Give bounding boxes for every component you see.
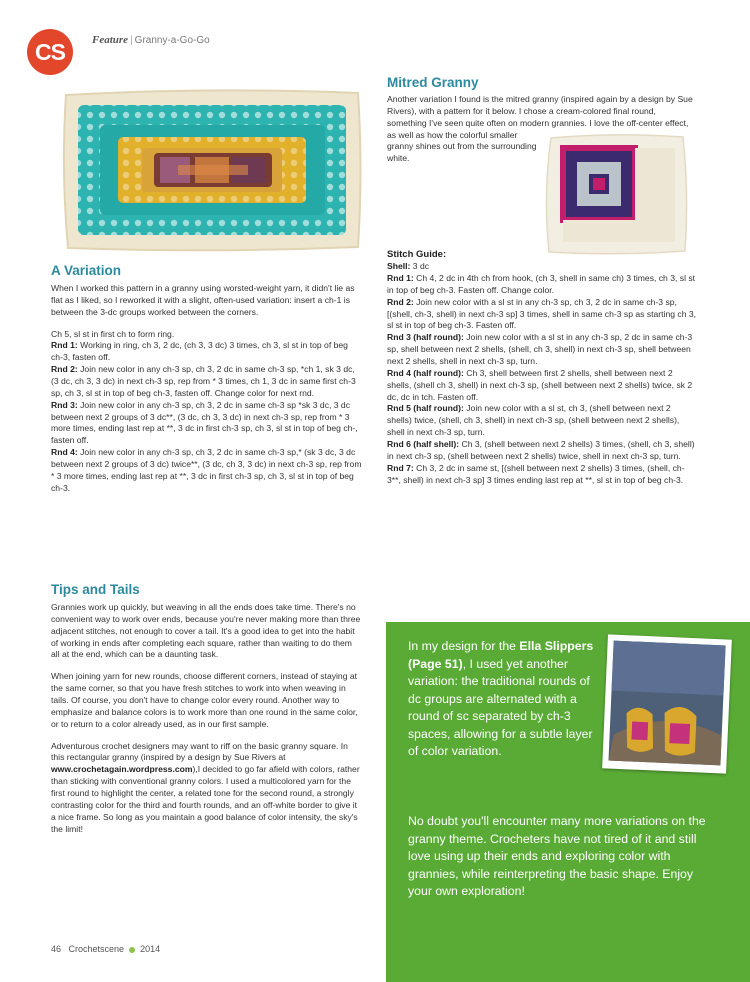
tips-body	[51, 602, 362, 845]
variation-heading: A Variation	[51, 263, 122, 278]
mitred-rnd7: Rnd 7: Ch 3, 2 dc in same st, [(shell between next 2 shells) 3 times, (shell, ch-3**, shell) in next ch-3 sp] 3 times ending last rep at **, sl st in top of beg ch-3.	[387, 462, 685, 485]
mitred-rnd6: Rnd 6 (half shell): Ch 3, (shell between next 2 shells) 3 times, (shell, ch 3, shell) in next ch-3 sp, (shell between next 2 shells) twice, shell in next ch-3 sp, turn.	[387, 439, 695, 461]
rectangular-granny-photo	[60, 85, 365, 255]
tips-paragraph-2: When joining yarn for new rounds, choose different corners, instead of staying at the same corner, so that you have fresh stitches to work into when weaving in tails. Of course, you don't have to change color every round. Another way to emphasize and balance colors is to work more than one round in the same color, or to return to a color already used, as in our first sample.	[51, 671, 358, 729]
slippers-photo	[602, 634, 732, 773]
magazine-name: Crochetscene	[68, 944, 125, 954]
sidebar-paragraph-2: No doubt you'll encounter many more variations on the granny theme. Crocheters have not tired of it and still love using up their ends and exploring color with grannies, while reinterpreting the basic shape. Enjoy your own exploration!	[408, 814, 706, 899]
magazine-logo: CS	[27, 29, 73, 75]
variation-rnd3: Rnd 3: Join new color in any ch-3 sp, ch 3, 2 dc in same ch-3 sp *sk 3 dc, 3 dc between next 2 groups of 3 dc**, (3 dc, ch 3, 3 dc) in next ch-3 sp, rep from * 3 more times, ending last rep at **, 3 dc in first ch-3 sp, ch 3, sl st in top of beg ch-, fasten off.	[51, 399, 358, 446]
issue-year: 2014	[140, 944, 161, 954]
mitred-rnd4: Rnd 4 (half round): Ch 3, shell between first 2 shells, shell between next 2 shells, (shell ch 3, shell) in next ch-3 sp, (shell between next 2 shells) twice, sk 2 dc, dc in tch. Fasten off.	[387, 367, 693, 402]
mitred-intro: Another variation I found is the mitred granny (inspired again by a design by Sue Rivers), with a pattern for it below. I chose a cream-colored final round, something I've seen quite often on modern grannies. I love the off-center effect, as well as how the colorful smaller granny shines out from the surrounding white.	[387, 94, 693, 164]
variation-rnd2: Rnd 2: Join new color in any ch-3 sp, ch 3, 2 dc in same ch-3 sp, *ch 1, sk 3 dc, (3 dc, ch 3, 3 dc) in next ch-3 sp, rep from * 3 times, ch 1, 3 dc in same first ch-3 sp, ch 3, sl st in top of beg ch-3, fasten off. Change color for next rnd.	[51, 364, 356, 398]
variation-body	[51, 283, 362, 495]
mitred-rnd3: Rnd 3 (half round): Join new color with a sl st in any ch-3 sp, 2 dc in same ch-3 sp, shell between next 2 shells, (shell, ch 3, shell) in next ch-3 sp, shell between next 2 shells, shell in next ch-3 sp, turn.	[387, 332, 693, 366]
mitred-granny-photo	[541, 132, 690, 256]
stitch-guide	[387, 248, 697, 486]
variation-rnd4: Rnd 4: Join new color in any ch-3 sp, ch 3, 2 dc in same ch-3 sp,* (sk 3 dc, 3 dc between next 2 groups of 3 dc) twice**, (3 dc, ch 3, 3 dc) in next ch-3 sp, rep from * 3 more times, ending last rep at **, 3 dc in first ch-3 sp, ch 3, sl st in top of beg ch-3.	[51, 447, 362, 493]
page-number: 46	[51, 944, 62, 954]
blog-url: www.crochetagain.wordpress.com	[51, 764, 193, 775]
tips-paragraph-3: Adventurous crochet designers may want to riff on the basic granny square. In this rectangular granny (inspired by a design by Sue Rivers at www.crochetagain.wordpress.com),I decided to go far afield with colors, rather than sticking with conventional granny colors. I used a multicolored yarn for the first round to highlight the center, a related tone for the second round, a strongly contrasting color for the third and fourth rounds, and an off-white border to give it a nice frame. So long as you maintain a good balance of color intensity, the sky's the limit!	[51, 740, 360, 834]
footer-dot	[129, 947, 135, 953]
mitred-rnd1: Rnd 1: Ch 4, 2 dc in 4th ch from hook, (ch 3, shell in same ch) 3 times, ch 3, sl st in top of beg ch-3. Fasten off. Change color.	[387, 272, 696, 295]
mitred-rnd2: Rnd 2: Join new color with a sl st in any ch-3 sp, ch 3, 2 dc in same ch-3 sp, [(shell, ch-3, shell) in next ch-3 sp] 3 times, shell in same ch-3 sp as starting ch 3, sl st in top of beg ch-3. Fasten off.	[387, 296, 697, 331]
mitred-shell: Shell: 3 dc	[387, 261, 430, 272]
mitred-rnd5: Rnd 5 (half round): Join new color with a sl st, ch 3, (shell between next 2 shells) twice, (shell, ch 3, shell) in next ch-3 sp, (shell between next 2 shells), shell in next ch-3 sp, turn.	[387, 403, 680, 438]
slippers-link: Ella Slippers (Page 51)	[408, 639, 594, 671]
section-label: Feature	[92, 34, 129, 46]
article-title: Granny-a-Go-Go	[134, 35, 210, 46]
variation-rnd1: Rnd 1: Working in ring, ch 3, 2 dc, (ch 3, 3 dc) 3 times, ch 3, sl st in top of beg ch-3, fasten off.	[51, 340, 348, 363]
variation-intro: When I worked this pattern in a granny using worsted-weight yarn, it didn't lie as flat as I liked, so I reworked it with a slight, often-used variation: insert a ch-1 is between the 3-dc groups worked between the corners.	[51, 283, 355, 317]
stitch-guide-heading: Stitch Guide:	[387, 249, 447, 260]
page-footer	[51, 944, 160, 954]
tips-paragraph-1: Grannies work up quickly, but weaving in all the ends does take time. There's no convenient way to work over ends, because you're never making more than three adjacent stitches, not enough to cover a tail. It's a good idea to get into the habit of working in ends after completing each square, rather than waiting to do them all at the end, which can be a daunting task.	[51, 602, 361, 660]
variation-ring: Ch 5, sl st in first ch to form ring.	[51, 328, 175, 339]
mitred-heading: Mitred Granny	[387, 75, 479, 90]
sidebar-paragraph-1: In my design for the Ella Slippers (Page 51), I used yet another variation: the traditional rounds of dc groups are alternated with a round of sc separated by ch-3 spaces, allowing for a subtle layer of color variation.	[408, 639, 594, 759]
tips-heading: Tips and Tails	[51, 582, 140, 597]
running-header: Feature | Granny-a-Go-Go	[92, 34, 210, 46]
